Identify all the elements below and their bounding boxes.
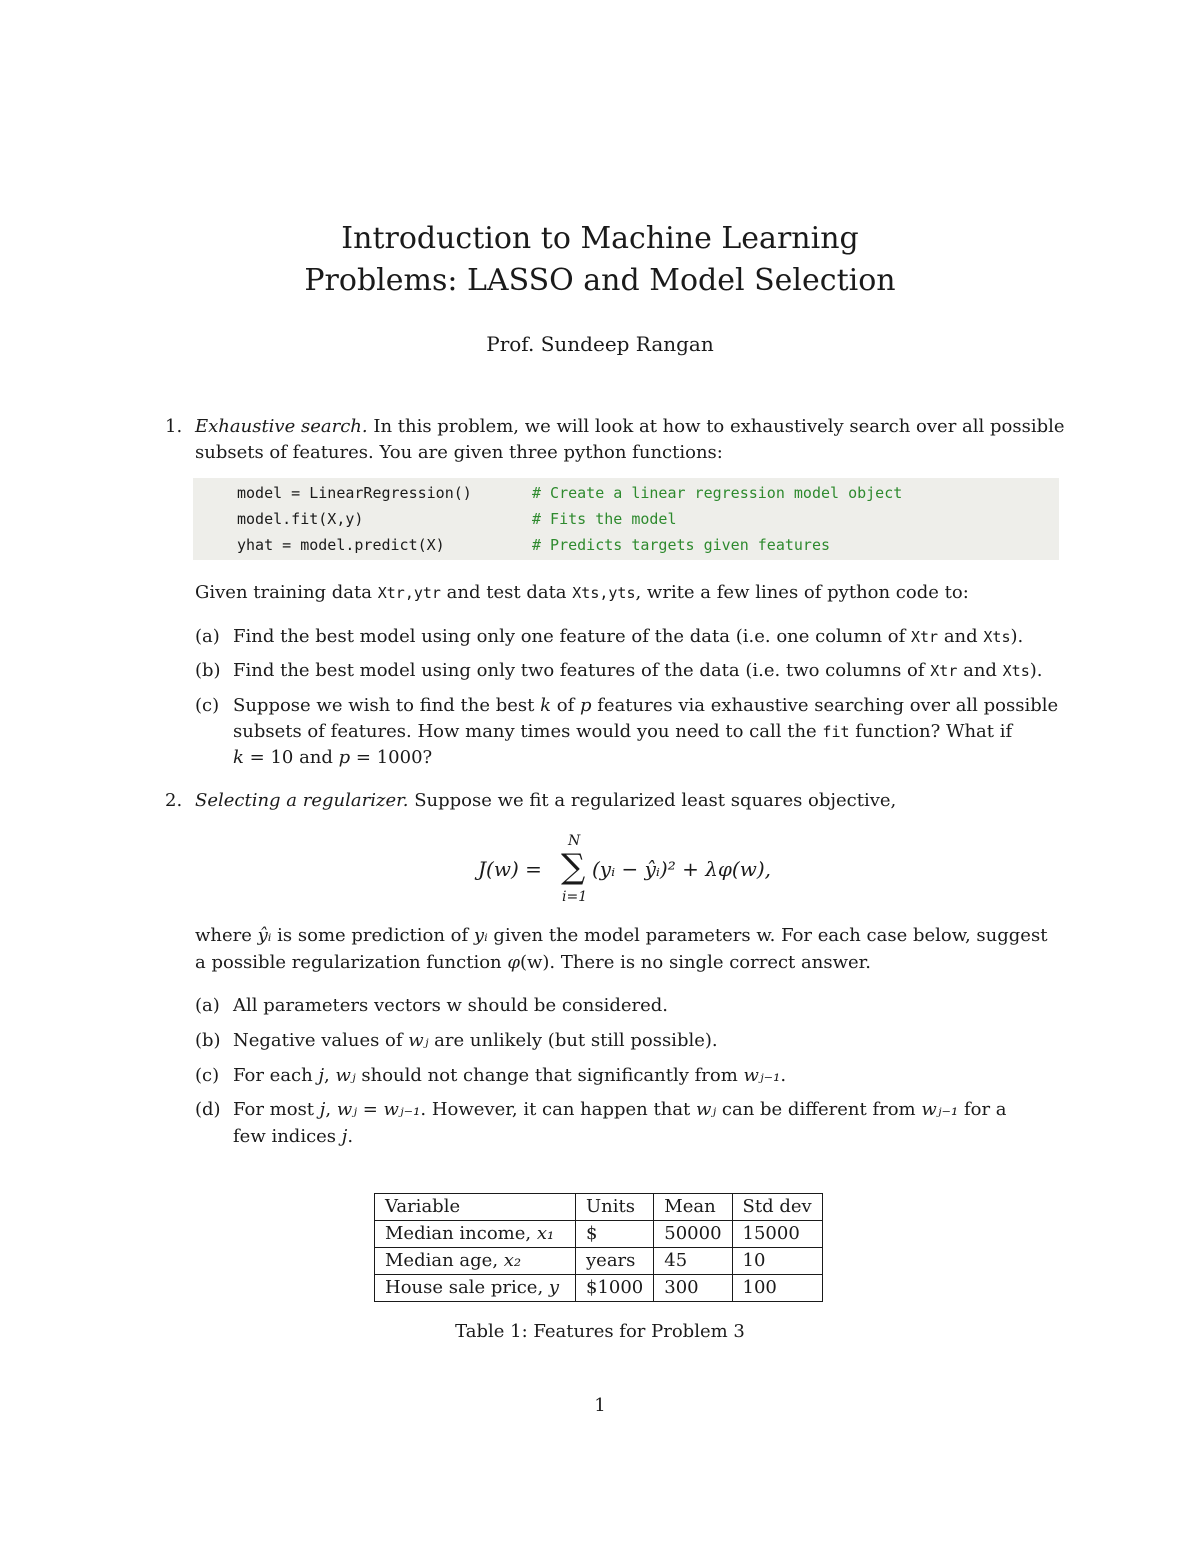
page-number: 1 xyxy=(594,1395,606,1416)
features-table xyxy=(374,1193,823,1302)
subpart-label: (c) xyxy=(195,695,220,716)
table-cell: $1000 xyxy=(576,1275,654,1302)
table-header-row xyxy=(375,1194,823,1221)
problem-1a-text: Find the best model using only one feature of the data (i.e. one column of Xtr and Xts). xyxy=(233,626,1024,647)
table-cell: 300 xyxy=(654,1275,732,1302)
table-cell: years xyxy=(576,1248,654,1275)
table-row xyxy=(375,1221,823,1248)
problem-2c-text: For each j, wⱼ should not change that significantly from wⱼ₋₁. xyxy=(233,1065,787,1086)
table-cell: 45 xyxy=(654,1248,732,1275)
table-cell: 100 xyxy=(732,1275,822,1302)
document-title-line2: Problems: LASSO and Model Selection xyxy=(304,263,896,298)
problem-2-where-line2: a possible regularization function φ(w). There is no single correct answer. xyxy=(195,952,871,973)
problem-1c-line2: subsets of features. How many times would you need to call the fit function? What if xyxy=(233,721,1013,742)
subpart-label: (a) xyxy=(195,626,220,647)
subpart-label: (d) xyxy=(195,1099,221,1120)
problem-2-number: 2. xyxy=(165,790,183,811)
table-row xyxy=(375,1248,823,1275)
problem-1b-text: Find the best model using only two features of the data (i.e. two columns of Xtr and Xts). xyxy=(233,660,1043,681)
table-header-cell: Std dev xyxy=(732,1194,822,1221)
subpart-label: (b) xyxy=(195,660,221,681)
document-title-line1: Introduction to Machine Learning xyxy=(341,221,859,256)
code-comment: # Fits the model xyxy=(532,510,677,528)
problem-1-title: Exhaustive search. xyxy=(195,416,368,437)
table-cell: 10 xyxy=(732,1248,822,1275)
table-cell: $ xyxy=(576,1221,654,1248)
table-cell: Median income, x₁ xyxy=(375,1221,576,1248)
code-block xyxy=(193,478,1059,560)
problem-1-intro-line1: Exhaustive search. In this problem, we will look at how to exhaustively search over all possible xyxy=(195,416,1065,437)
table-cell: House sale price, y xyxy=(375,1275,576,1302)
code-line: model = LinearRegression() xyxy=(237,484,472,502)
problem-1-intro-line2: subsets of features. You are given three python functions: xyxy=(195,442,723,463)
subpart-label: (b) xyxy=(195,1030,221,1051)
table-row xyxy=(375,1275,823,1302)
equation-body: (yᵢ − ŷᵢ)² + λφ(w), xyxy=(592,857,771,881)
table-cell: Median age, x₂ xyxy=(375,1248,576,1275)
sum-symbol: ∑ xyxy=(561,847,586,887)
code-line: model.fit(X,y) xyxy=(237,510,364,528)
table-header-cell: Mean xyxy=(654,1194,732,1221)
problem-1c-line3: k = 10 and p = 1000? xyxy=(233,747,433,768)
problem-1-number: 1. xyxy=(165,416,183,437)
code-comment: # Create a linear regression model object xyxy=(532,484,903,502)
problem-2-intro: Selecting a regularizer. Suppose we fit a regularized least squares objective, xyxy=(195,790,897,811)
table-cell: 50000 xyxy=(654,1221,732,1248)
code-line: yhat = model.predict(X) xyxy=(237,536,445,554)
code-comment: # Predicts targets given features xyxy=(532,536,831,554)
table-caption: Table 1: Features for Problem 3 xyxy=(455,1321,745,1342)
problem-2d-line1: For most j, wⱼ = wⱼ₋₁. However, it can happen that wⱼ can be different from wⱼ₋₁ for a xyxy=(233,1099,1007,1120)
problem-1-task: Given training data Xtr,ytr and test data Xts,yts, write a few lines of python code to: xyxy=(195,582,969,603)
problem-2d-line2: few indices j. xyxy=(233,1126,354,1147)
author: Prof. Sundeep Rangan xyxy=(486,332,714,356)
problem-2b-text: Negative values of wⱼ are unlikely (but still possible). xyxy=(233,1030,718,1051)
problem-2a-text: All parameters vectors w should be considered. xyxy=(233,995,668,1016)
subpart-label: (a) xyxy=(195,995,220,1016)
table-header-cell: Units xyxy=(576,1194,654,1221)
table-header-cell: Variable xyxy=(375,1194,576,1221)
problem-1c-line1: Suppose we wish to find the best k of p features via exhaustive searching over all possible xyxy=(233,695,1059,716)
problem-2-title: Selecting a regularizer. xyxy=(195,790,409,811)
table-cell: 15000 xyxy=(732,1221,822,1248)
equation-lhs: J(w) = xyxy=(478,857,542,881)
objective-equation xyxy=(478,833,778,908)
subpart-label: (c) xyxy=(195,1065,220,1086)
sum-lower-limit: i=1 xyxy=(562,889,588,905)
problem-2-where-line1: where ŷᵢ is some prediction of yᵢ given the model parameters w. For each case below, suggest xyxy=(195,925,1048,946)
sum-upper-limit: N xyxy=(568,833,581,849)
